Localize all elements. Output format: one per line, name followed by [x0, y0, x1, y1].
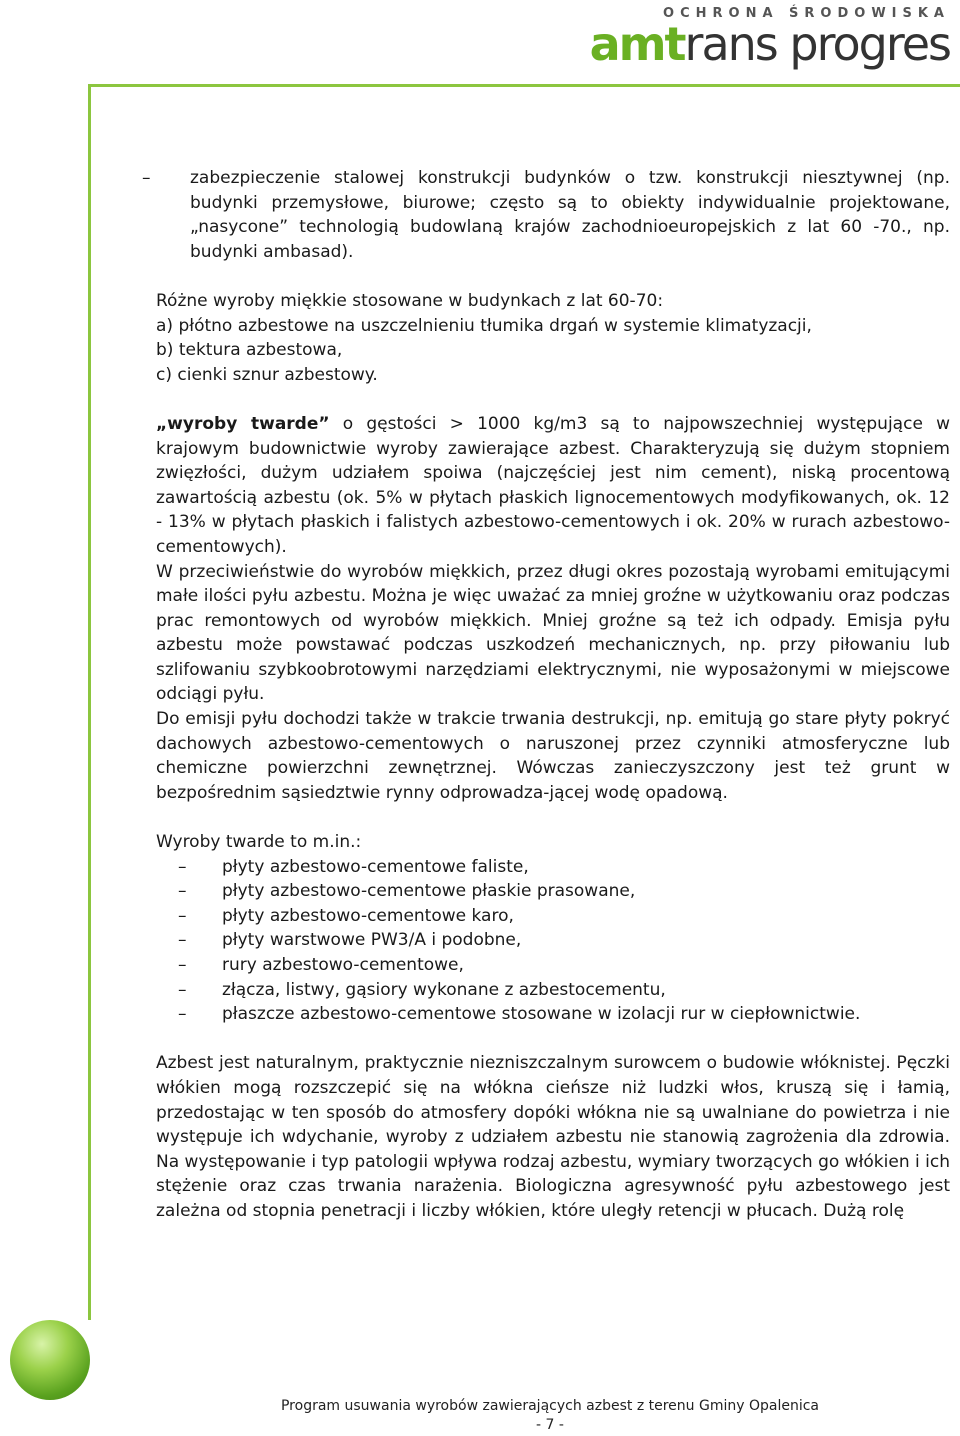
header-rule: [88, 84, 960, 87]
soft-product-item: a) płótno azbestowe na uszczelnieniu tłumika drgań w systemie klimatyzacji,: [156, 315, 812, 336]
dash-bullet: –: [178, 881, 187, 902]
dash-bullet: –: [178, 856, 187, 877]
logo-wordmark: [590, 18, 950, 70]
list-item-text: zabezpieczenie stalowej konstrukcji budynków o tzw. konstrukcji niesztywnej (np. budynki przemysłowe, biurowe; często są to obiekty indywidualnie projektowane, „nasycone” technologią budowlaną krajów zachodnioeuropejskich z lat 60 -70., np. budynki ambasad).: [190, 168, 950, 262]
list-item-text: płaszcze azbestowo-cementowe stosowane w izolacji rur w ciepłownictwie.: [222, 1004, 861, 1025]
dash-bullet: –: [178, 979, 187, 1000]
dash-bullet: –: [178, 955, 187, 975]
hard-products-description: o gęstości > 1000 kg/m3 są to najpowszechniej występujące w krajowym budownictwie wyroby zawierające azbest. Charakteryzują się dużym stopniem zwięzłości, dużym udziałem spoiwa (najczęściej jest nim cement), niską procentową zawartością azbestu (ok. 5% w płytach płaskich lignocementowych modyfikowanych, ok. 12 - 13% w płytach płaskich i falistych azbestowo-cementowych i ok. 20% w rurach azbestowo-cementowych).: [156, 413, 950, 557]
decorative-green-sphere: [10, 1320, 90, 1400]
hard-products-list: [156, 855, 950, 1027]
logo-wordmark-part1: amt: [589, 17, 685, 71]
document-body: [142, 166, 950, 1224]
list-item: [156, 953, 950, 978]
hard-products-paragraph: [156, 412, 950, 560]
dash-bullet: –: [178, 905, 187, 926]
soft-products-intro: Różne wyroby miękkie stosowane w budynkach z lat 60-70:: [156, 290, 664, 311]
list-item: [156, 1002, 950, 1027]
hard-products-paragraph-2: W przeciwieństwie do wyrobów miękkich, przez długi okres pozostają wyrobami emitującymi małe ilości pyłu azbestu. Można je więc uważać za mniej groźne w użytkowaniu oraz podczas prac remontowych od wyrobów miękkich. Mniej groźne są też ich odpady. Emisja pyłu azbestu może powstawać podczas uszkodzeń mechanicznych, np. przy piłowaniu lub szlifowaniu szybkoobrotowymi narzędziami elektrycznymi, nie wyposażonymi w miejscowe odciągi pyłu.: [156, 561, 950, 705]
footer-title: Program usuwania wyrobów zawierających azbest z terenu Gminy Opalenica: [280, 1398, 819, 1414]
list-item: [156, 978, 950, 1003]
logo-wordmark-part2: rans progres: [684, 17, 950, 71]
dash-bullet: –: [178, 1004, 187, 1025]
list-item: [156, 879, 950, 904]
dash-bullet: –: [178, 930, 187, 951]
list-item-text: płyty azbestowo-cementowe faliste,: [222, 856, 529, 877]
logo-tagline: OCHRONA ŚRODOWISKA: [663, 6, 950, 21]
list-item-text: płyty azbestowo-cementowe płaskie prasowane,: [222, 881, 636, 902]
list-item-text: rury azbestowo-cementowe,: [222, 955, 464, 975]
hard-products-term: „wyroby twarde”: [156, 413, 330, 434]
left-margin-rule: [88, 84, 91, 1320]
list-item: [156, 904, 950, 929]
soft-products-section: [156, 289, 950, 387]
top-bullet-list: [142, 166, 950, 264]
company-logo: [590, 4, 950, 74]
dash-bullet: –: [142, 168, 151, 188]
soft-product-item: c) cienki sznur azbestowy.: [156, 364, 378, 385]
hard-products-paragraph-3: Do emisji pyłu dochodzi także w trakcie trwania destrukcji, np. emitują go stare płyty pokryć dachowych azbestowo-cementowych o naruszonej przez czynniki atmosferyczne lub chemiczne powierzchni zewnętrznej. Wówczas zanieczyszczony jest też grunt w bezpośrednim sąsiedztwie rynny odprowadza-jącej wodę opadową.: [156, 709, 950, 803]
hard-products-list-title: Wyroby twarde to m.in.:: [156, 832, 362, 853]
list-item-text: złącza, listwy, gąsiory wykonane z azbestocementu,: [222, 979, 666, 1000]
asbestos-paragraph: Azbest jest naturalnym, praktycznie niezniszczalnym surowcem o budowie włóknistej. Pęczki włókien mogą rozszczepić się na włókna cieńsze niż ludzki włos, kruszą się i łamią, przedostając w ten sposób do atmosfery dopóki włókna nie są uwalniane do powietrza i nie występuje ich wdychanie, wyroby z udziałem azbestu nie stanowią zagrożenia dla zdrowia. Na występowanie i typ patologii wpływa rodzaj azbestu, wymiary tworzących go włókien i ich stężenie oraz czas trwania narażenia. Biologiczna agresywność pyłu azbestowego jest zależna od stopnia penetracji i liczby włókien, które uległy retencji w płucach. Dużą rolę: [156, 1053, 950, 1221]
soft-product-item: b) tektura azbestowa,: [156, 340, 343, 361]
list-item-text: płyty azbestowo-cementowe karo,: [222, 905, 514, 926]
list-item: [156, 928, 950, 953]
list-item: [156, 855, 950, 880]
list-item: [92, 166, 950, 264]
list-item-text: płyty warstwowe PW3/A i podobne,: [222, 930, 522, 951]
page-number: - 7 -: [536, 1417, 564, 1433]
